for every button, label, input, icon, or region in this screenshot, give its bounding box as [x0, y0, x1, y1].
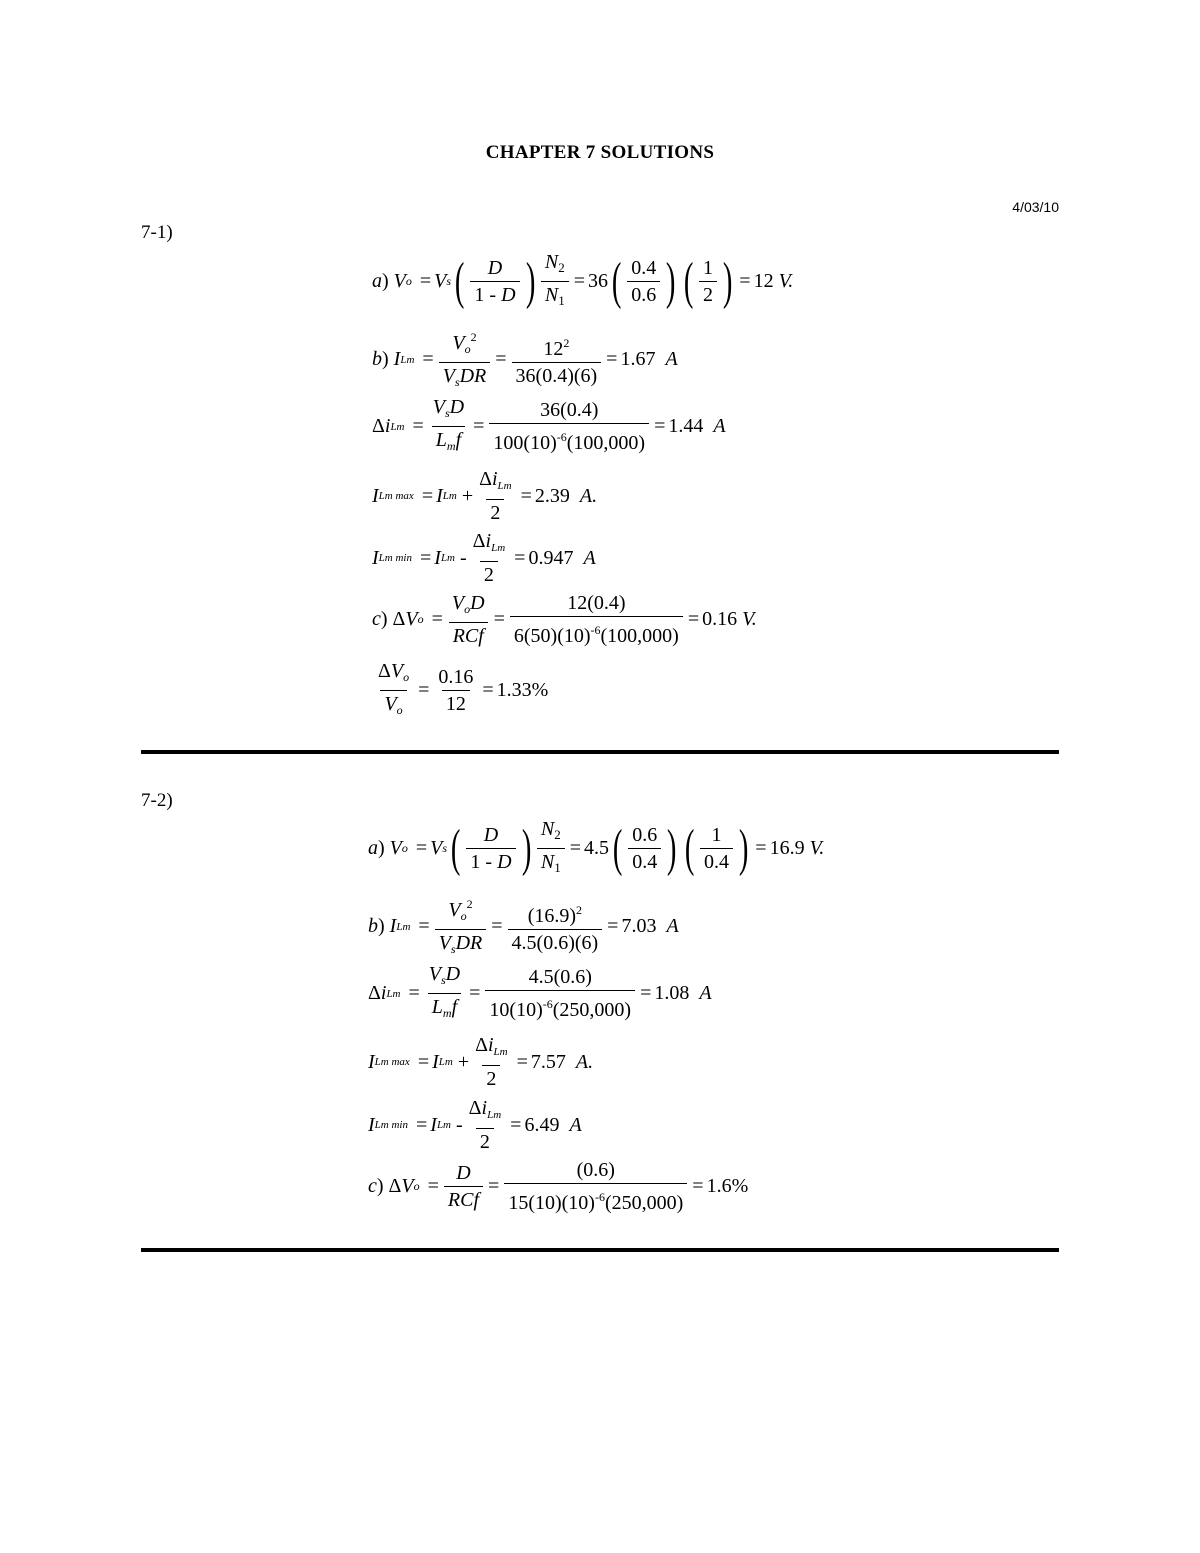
equation-7-1-a: a ) V o = V s ( $\frac{D}{1 - D}$ ) $\frac{N_2}{N_1}$ = 36 ( $\frac{0.4}{0.6}$ ) ( $\frac{1}{2}$ ) = 12 V. [372, 250, 793, 313]
equation-7-1-imin: I Lm min = I Lm - $\frac{\Delta i_{Lm}}{2}$ = 0.947 A [372, 530, 596, 586]
equation-7-2-delta-i: Δ i Lm = $\frac{V_sD}{L_mf}$ = $\frac{4.5(0.6)}{10(10)^{-6}(250,000)}$ = 1.08 A [368, 962, 712, 1025]
equation-7-1-b: b ) I Lm = $\frac{V_o^2}{V_sDR}$ = $\frac{12^2}{36(0.4)(6)}$ = 1.67 A [372, 325, 678, 394]
problem-label-7-1: 7-1) [141, 222, 173, 243]
equation-7-1-ratio: $\frac{\Delta V_o}{V_o}$ = $\frac{0.16}{12}$ = 1.33% [372, 659, 548, 722]
equation-7-1-delta-i: Δ i Lm = $\frac{V_sD}{L_mf}$ = $\frac{36(0.4)}{100(10)^{-6}(100,000)}$ = 1.44 A [372, 395, 726, 458]
page-title: CHAPTER 7 SOLUTIONS [485, 142, 715, 163]
equation-7-2-c: c ) Δ V o = $\frac{D}{\text{RCf}}$ = $\frac{(0.6)}{15(10)(10)^{-6}(250,000)}$ = 1.6% [368, 1159, 749, 1214]
equation-7-2-imax: I Lm max = I Lm + $\frac{\Delta i_{Lm}}{2}$ = 7.57 A. [368, 1034, 594, 1090]
equation-7-2-a: a ) V o = V s ( $\frac{D}{1 - D}$ ) $\frac{N_2}{N_1}$ = 4.5 ( $\frac{0.6}{0.4}$ ) ( $\frac{1}{0.4}$ ) = 16.9 V. [368, 817, 824, 880]
problem-label-7-2: 7-2) [141, 790, 173, 811]
equation-7-1-c: c ) Δ V o = $\frac{V_oD}{\text{RCf}}$ = $\frac{12(0.4)}{6(50)(10)^{-6}(100,000)}$ = 0.16 V. [372, 592, 757, 647]
date-stamp: 4/03/10 [1012, 199, 1059, 215]
equation-7-1-imax: I Lm max = I Lm + $\frac{\Delta i_{Lm}}{2}$ = 2.39 A. [372, 468, 598, 524]
section-divider-2 [141, 1248, 1059, 1252]
equation-7-2-b: b ) I Lm = $\frac{V_o^2}{V_sDR}$ = $\frac{(16.9)^2}{4.5(0.6)(6)}$ = 7.03 A [368, 892, 679, 961]
section-divider-1 [141, 750, 1059, 754]
equation-7-2-imin: I Lm min = I Lm - $\frac{\Delta i_{Lm}}{2}$ = 6.49 A [368, 1097, 582, 1153]
